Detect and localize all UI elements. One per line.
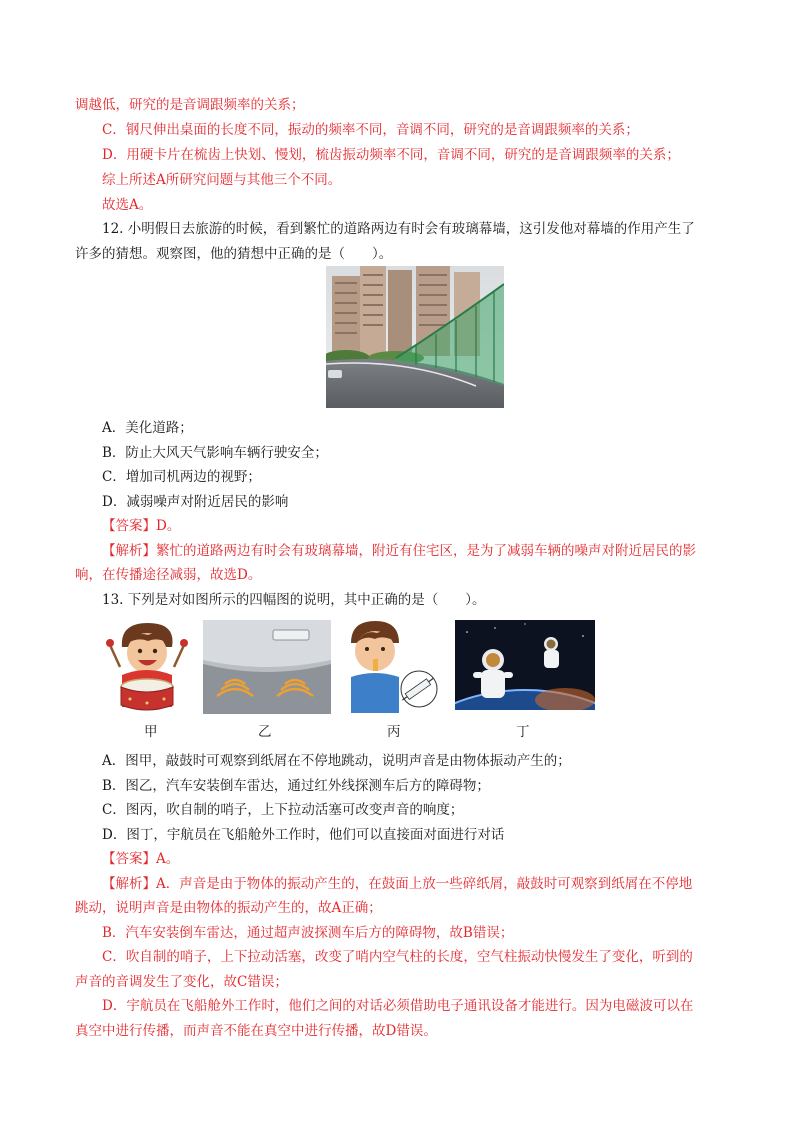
figure-bing-whistle bbox=[343, 617, 443, 715]
figure-caption-yi: 乙 bbox=[258, 724, 272, 740]
q12-stem-cont: 许多的猜想。观察图，他的猜想中正确的是（ ）。 bbox=[75, 246, 393, 262]
q12-option-c: C．增加司机两边的视野； bbox=[102, 469, 261, 485]
q12-analysis: 【解析】繁忙的道路两边有时会有玻璃幕墙，附近有住宅区，是为了减弱车辆的噪声对附近居民的影 bbox=[102, 543, 696, 559]
q11-analysis-option-c: C．钢尺伸出桌面的长度不同，振动的频率不同，音调不同，研究的是音调跟频率的关系； bbox=[102, 122, 639, 138]
q11-choice: 故选A。 bbox=[102, 197, 153, 213]
q13-answer: 【答案】A。 bbox=[102, 851, 180, 867]
q13-analysis-a-cont: 跳动，说明声音是由物体的振动产生的，故A正确； bbox=[75, 900, 382, 916]
figure-jia-drummer bbox=[100, 617, 196, 715]
figure-caption-jia: 甲 bbox=[144, 724, 158, 740]
q13-stem: 13. 下列是对如图所示的四幅图的说明，其中正确的是（ ）。 bbox=[102, 592, 486, 608]
q12-option-b: B．防止大风天气影响车辆行驶安全； bbox=[102, 445, 328, 461]
q12-stem: 12. 小明假日去旅游的时候，看到繁忙的道路两边有时会有玻璃幕墙，这引发他对幕墙的作用产生了 bbox=[102, 221, 695, 237]
q12-answer: 【答案】D。 bbox=[102, 518, 181, 534]
q12-option-d: D．减弱噪声对附近居民的影响 bbox=[102, 494, 289, 510]
figure-yi-reverse-radar bbox=[203, 620, 331, 714]
q13-analysis-d: D．宇航员在飞船舱外工作时，他们之间的对话必须借助电子通讯设备才能进行。因为电磁波可以在 bbox=[102, 998, 694, 1014]
q11-summary: 综上所述A所研究问题与其他三个不同。 bbox=[102, 172, 342, 188]
q13-option-b: B．图乙，汽车安装倒车雷达，通过红外线探测车后方的障碍物； bbox=[102, 778, 490, 794]
q13-option-a: A．图甲，敲鼓时可观察到纸屑在不停地跳动，说明声音是由物体振动产生的； bbox=[102, 753, 571, 769]
highway-barrier-photo bbox=[326, 266, 504, 408]
q12-option-a: A．美化道路； bbox=[102, 420, 193, 436]
q13-option-d: D．图丁，宇航员在飞船舱外工作时，他们可以直接面对面进行对话 bbox=[102, 827, 505, 843]
q11-analysis-option-d: D．用硬卡片在梳齿上快划、慢划，梳齿振动频率不同，音调不同，研究的是音调跟频率的关系； bbox=[102, 147, 680, 163]
q11-analysis-line: 调越低，研究的是音调跟频率的关系； bbox=[75, 97, 305, 113]
figure-ding-astronauts bbox=[455, 620, 595, 710]
q13-analysis-a: 【解析】A．声音是由于物体的振动产生的，在鼓面上放一些碎纸屑，敲鼓时可观察到纸屑在不停地 bbox=[102, 876, 693, 892]
q13-analysis-c-cont: 声音的音调发生了变化，故C错误； bbox=[75, 974, 288, 990]
figure-caption-bing: 丙 bbox=[387, 724, 401, 740]
q13-analysis-c: C．吹自制的哨子，上下拉动活塞，改变了哨内空气柱的长度，空气柱振动快慢发生了变化，听到的 bbox=[102, 949, 693, 965]
q12-analysis-cont: 响，在传播途径减弱，故选D。 bbox=[75, 567, 262, 583]
figure-caption-ding: 丁 bbox=[516, 724, 530, 740]
q13-analysis-b: B．汽车安装倒车雷达，通过超声波探测车后方的障碍物，故B错误； bbox=[102, 925, 514, 941]
q13-analysis-d-cont: 真空中进行传播，而声音不能在真空中进行传播，故D错误。 bbox=[75, 1023, 437, 1039]
q13-option-c: C．图丙，吹自制的哨子，上下拉动活塞可改变声音的响度； bbox=[102, 802, 464, 818]
